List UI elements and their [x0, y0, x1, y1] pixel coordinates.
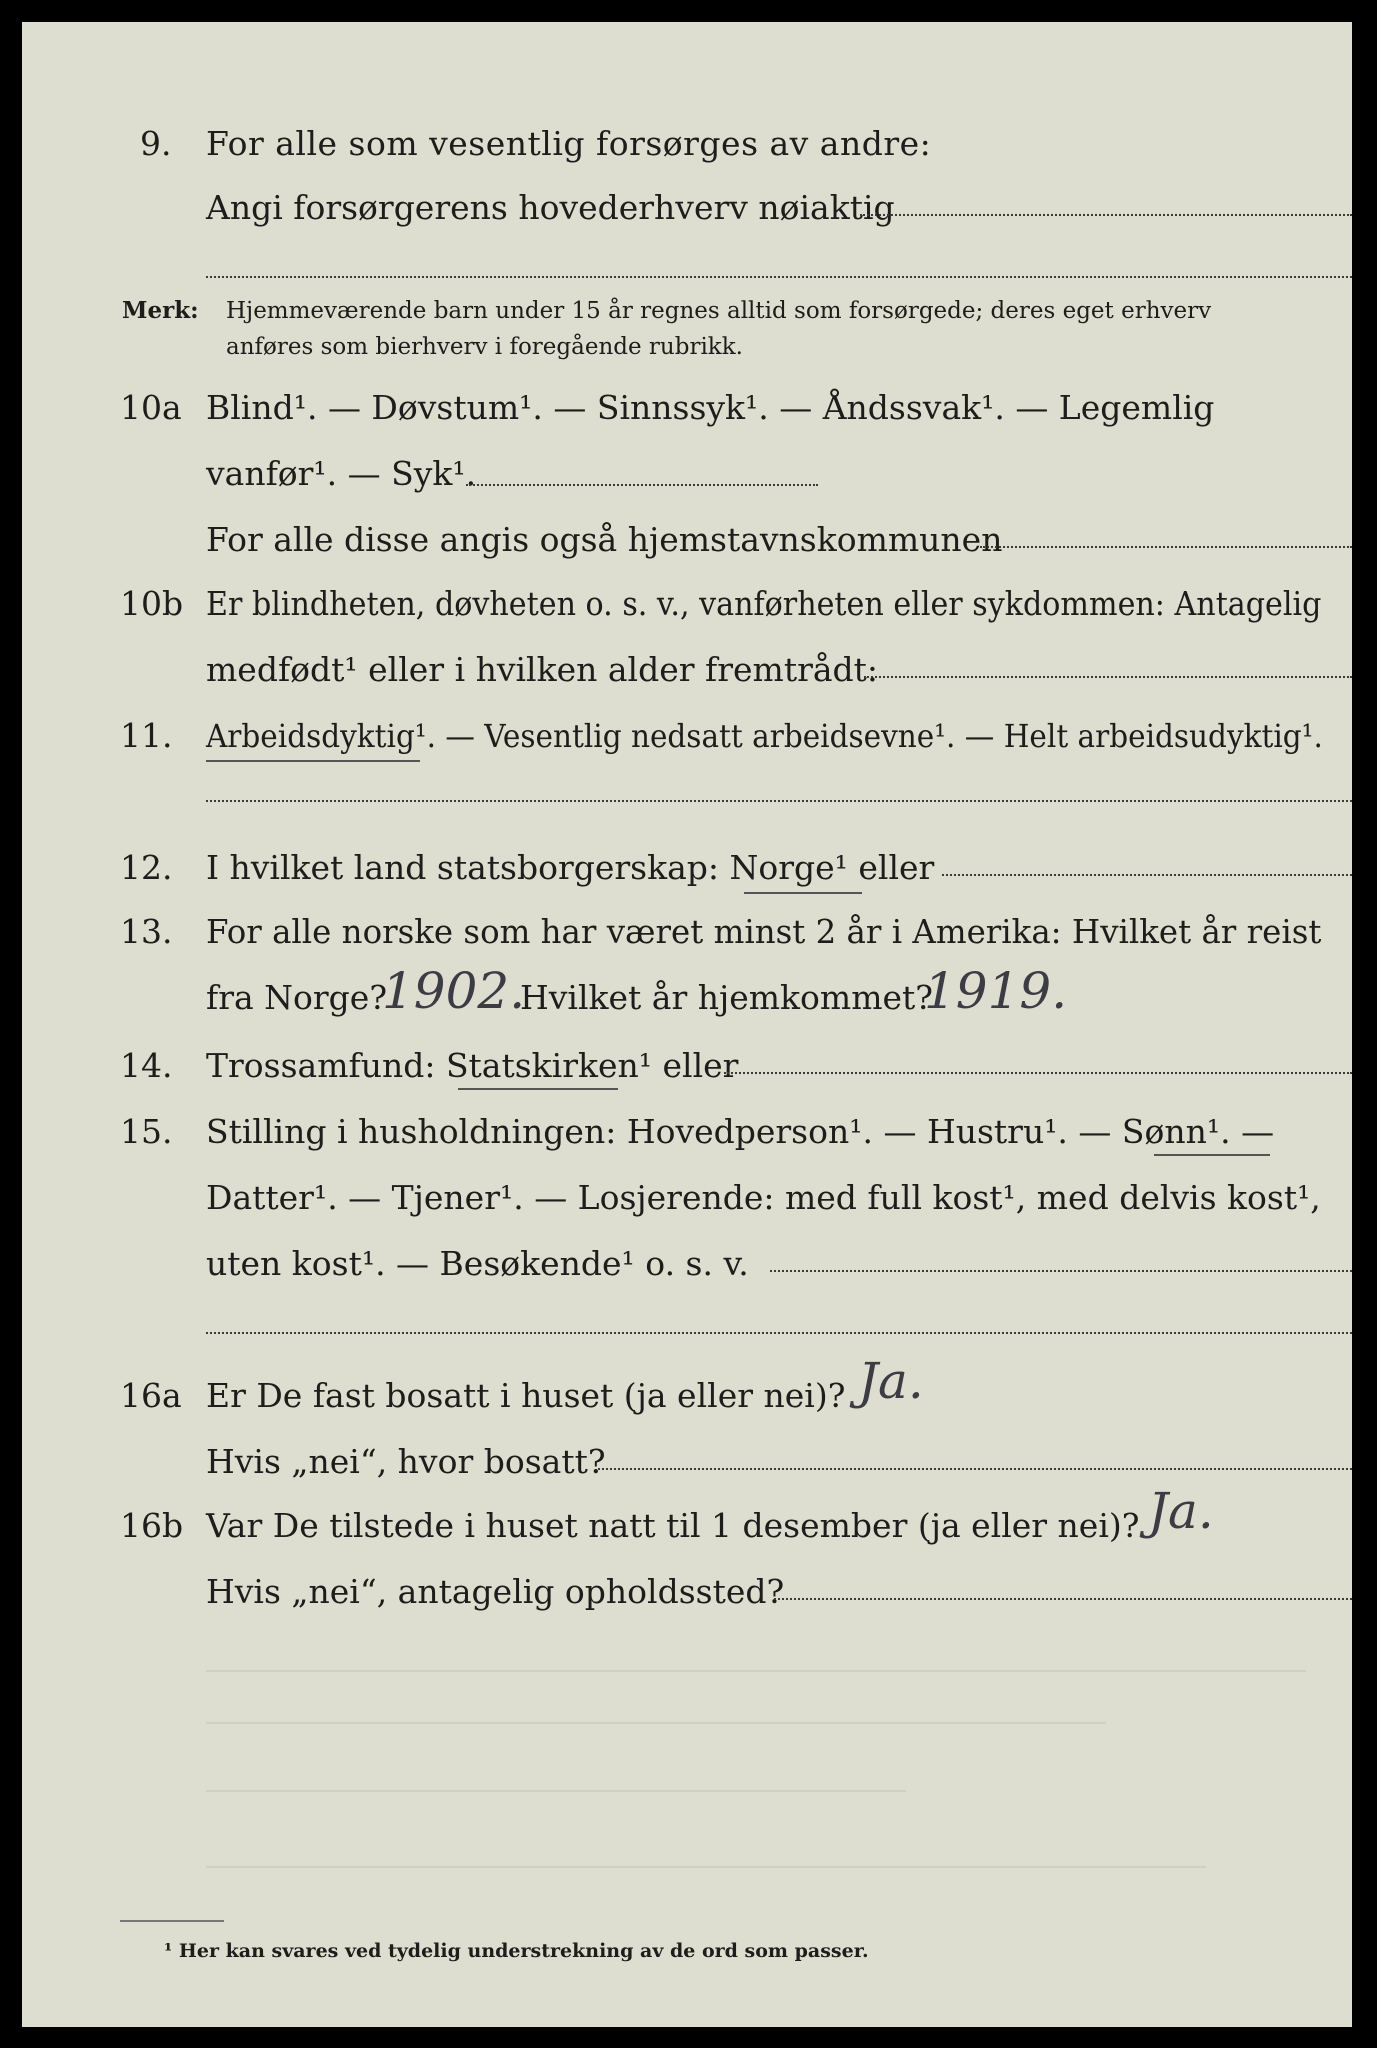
note-line1: Hjemmeværende barn under 15 år regnes alltid som forsørgede; deres eget erhverv: [226, 298, 1212, 324]
bleed-through-line: [206, 1670, 1306, 1672]
q10a-number: 10a: [120, 388, 182, 427]
q15-answer-line-2: [206, 1332, 1352, 1334]
q12-number: 12.: [120, 848, 173, 887]
q16a-number: 16a: [120, 1376, 182, 1415]
note-line2: anføres som bierhverv i foregående rubrikk.: [226, 334, 743, 360]
q16b-answer-line: [774, 1598, 1352, 1600]
q11-number: 11.: [120, 716, 173, 755]
q11-underline-mark: [206, 760, 420, 762]
q14-number: 14.: [120, 1046, 173, 1085]
bleed-through-line: [206, 1790, 906, 1792]
q13-line2-a: fra Norge?: [206, 978, 388, 1017]
q9-answer-line: [860, 214, 1352, 216]
q15-line2: Datter¹. — Tjener¹. — Losjerende: med full kost¹, med delvis kost¹,: [206, 1178, 1321, 1217]
q13-line1: For alle norske som har været minst 2 år i Amerika: Hvilket år reist: [206, 912, 1322, 951]
q10b-number: 10b: [120, 584, 184, 623]
q14-underline-mark: [458, 1088, 618, 1090]
q10a-line3: For alle disse angis også hjemstavnskommunen: [206, 520, 1003, 559]
q10b-answer-line: [864, 676, 1352, 678]
q16a-answer-line: [598, 1468, 1352, 1470]
q9-number: 9.: [140, 124, 172, 163]
q13-line2-b: Hvilket år hjemkommet?: [520, 978, 933, 1017]
bleed-through-line: [206, 1866, 1206, 1868]
q15-number: 15.: [120, 1112, 173, 1151]
q10b-line1: Er blindheten, døvheten o. s. v., vanførheten eller sykdommen: Antagelig: [206, 584, 1322, 623]
q10a-line1: Blind¹. — Døvstum¹. — Sinnssyk¹. — Åndssvak¹. — Legemlig: [206, 388, 1215, 427]
bleed-through-line: [206, 1722, 1106, 1724]
q15-answer-line: [770, 1270, 1352, 1272]
q10b-line2: medfødt¹ eller i hvilken alder fremtrådt:: [206, 650, 879, 689]
q15-line3: uten kost¹. — Besøkende¹ o. s. v.: [206, 1244, 749, 1283]
q12-answer-line: [942, 874, 1352, 876]
q15-underline-mark: [1154, 1154, 1270, 1156]
q10a-answer-line-2: [980, 546, 1352, 548]
note-label: Merk:: [122, 297, 199, 324]
census-form-page: [22, 22, 1352, 2027]
q9-answer-line-2: [206, 276, 1352, 278]
q9-line1: For alle som vesentlig forsørges av andre:: [206, 124, 932, 163]
footnote-rule: [120, 1920, 224, 1922]
q16b-line1: Var De tilstede i huset natt til 1 desember (ja eller nei)?: [206, 1506, 1140, 1545]
q14-answer-line: [724, 1072, 1352, 1074]
q16a-line1: Er De fast bosatt i huset (ja eller nei)?: [206, 1376, 846, 1415]
q16b-handwritten-answer: Ja.: [1148, 1482, 1214, 1540]
q16a-line2: Hvis „nei“, hvor bosatt?: [206, 1442, 606, 1481]
q9-line2: Angi forsørgerens hovederhverv nøiaktig: [206, 188, 895, 227]
q13-handwritten-return-year: 1919.: [924, 962, 1068, 1020]
q11-answer-line: [206, 800, 1352, 802]
q11-line1: Arbeidsdyktig¹. — Vesentlig nedsatt arbeidsevne¹. — Helt arbeidsudyktig¹.: [206, 717, 1323, 755]
q16b-number: 16b: [120, 1506, 184, 1545]
q16a-handwritten-answer: Ja.: [858, 1352, 924, 1410]
q12-underline-mark: [744, 892, 862, 894]
q16b-line2: Hvis „nei“, antagelig opholdssted?: [206, 1572, 785, 1611]
q15-line1: Stilling i husholdningen: Hovedperson¹. — Hustru¹. — Sønn¹. —: [206, 1112, 1275, 1151]
q12-line1: I hvilket land statsborgerskap: Norge¹ eller: [206, 848, 935, 887]
q13-number: 13.: [120, 912, 173, 951]
q14-line1: Trossamfund: Statskirken¹ eller: [206, 1046, 739, 1085]
q10a-line2: vanfør¹. — Syk¹.: [206, 454, 477, 493]
footnote-text: ¹ Her kan svares ved tydelig understrekning av de ord som passer.: [164, 1940, 869, 1962]
q10a-answer-line: [466, 484, 818, 486]
q13-handwritten-departure-year: 1902.: [382, 962, 526, 1020]
